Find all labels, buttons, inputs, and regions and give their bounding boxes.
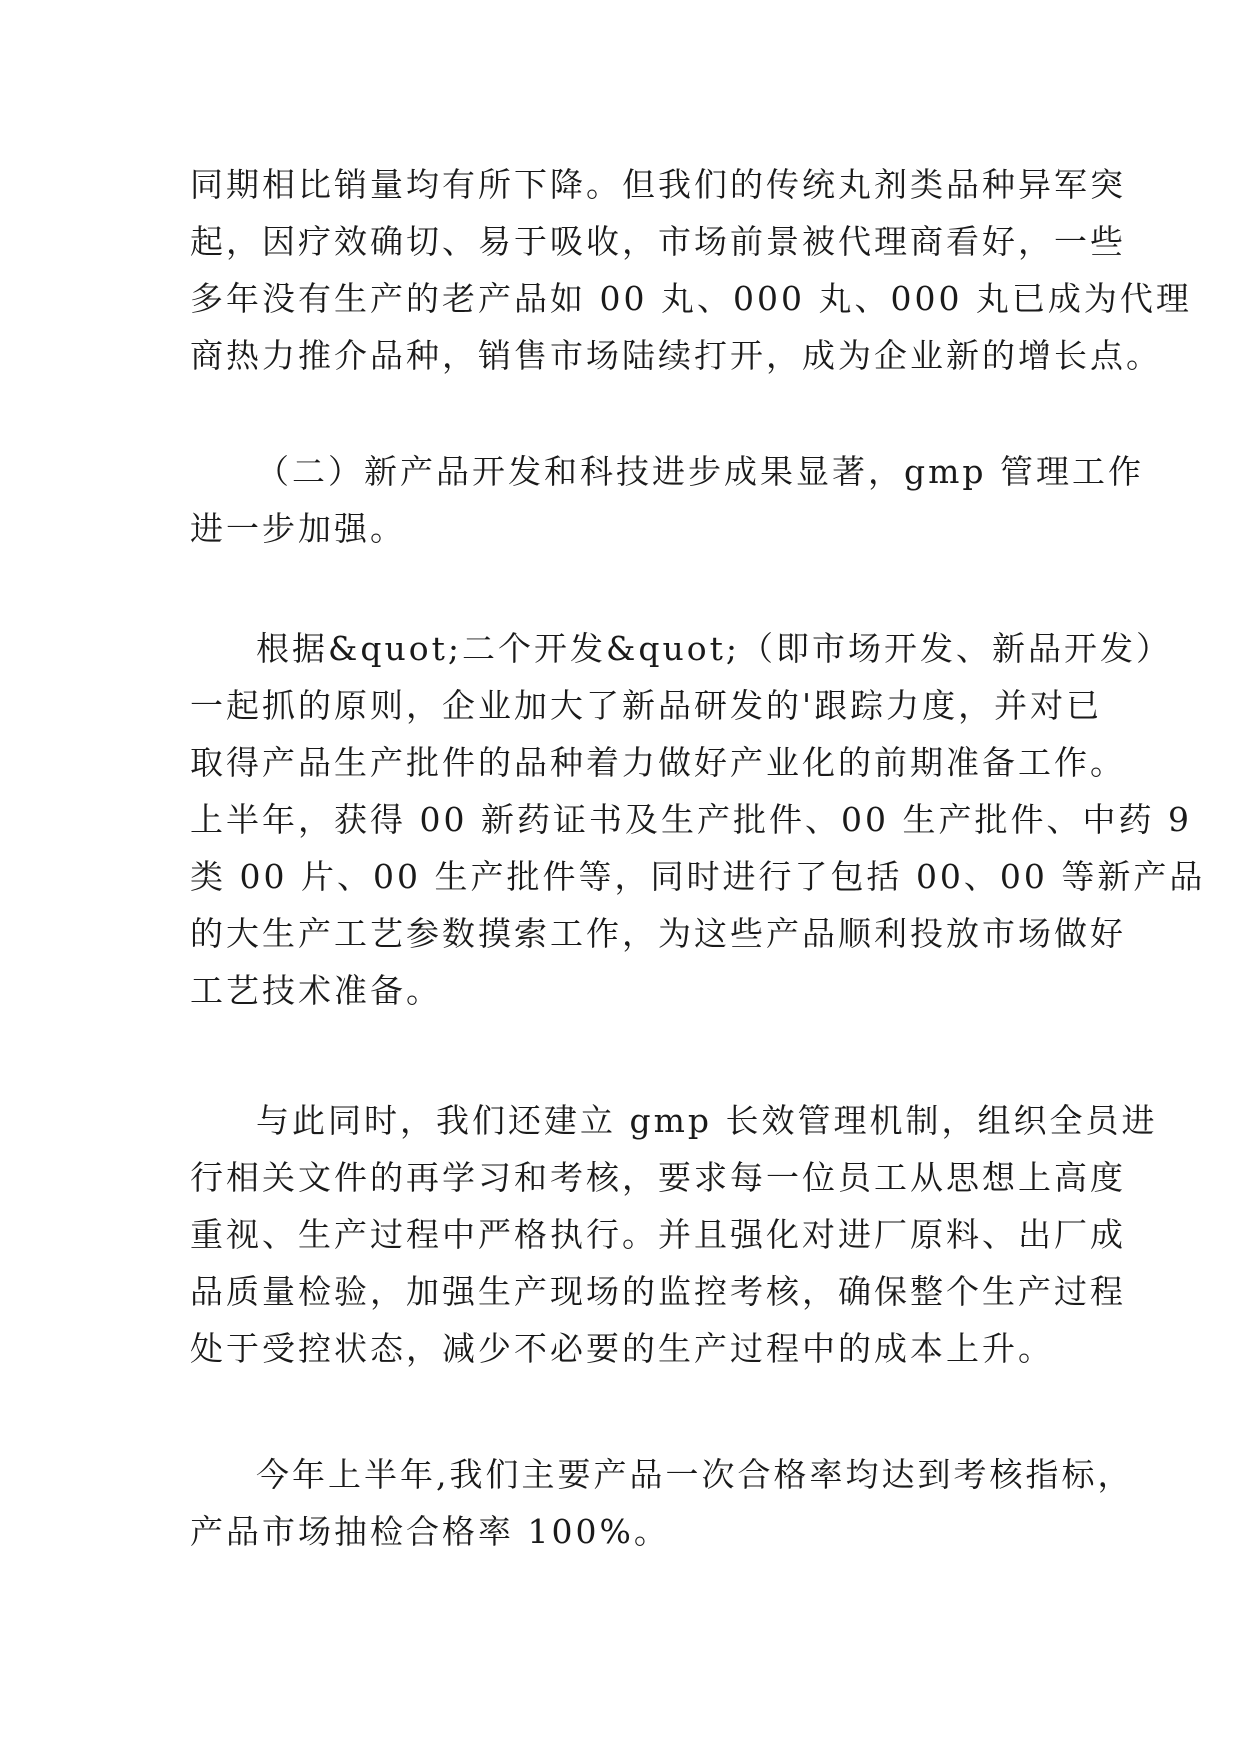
text-line: 处于受控状态，减少不必要的生产过程中的成本上升。 xyxy=(190,1329,1054,1368)
paragraph-gmp-management xyxy=(190,1092,1158,1377)
text-line: 同期相比销量均有所下降。但我们的传统丸剂类品种异军突 xyxy=(190,165,1126,204)
text-line: 商热力推介品种，销售市场陆续打开，成为企业新的增长点。 xyxy=(190,336,1162,375)
section-heading-new-products xyxy=(190,443,1145,557)
text-line: 根据&quot;二个开发&quot;（即市场开发、新品开发） xyxy=(256,629,1172,668)
paragraph-quality-rate xyxy=(190,1446,1134,1560)
text-line: 进一步加强。 xyxy=(190,509,406,548)
text-line: 起，因疗效确切、易于吸收，市场前景被代理商看好，一些 xyxy=(190,222,1126,261)
text-line: 重视、生产过程中严格执行。并且强化对进厂原料、出厂成 xyxy=(190,1215,1126,1254)
text-line: 一起抓的原则，企业加大了新品研发的'跟踪力度，并对已 xyxy=(190,686,1103,725)
text-line: 产品市场抽检合格率 100%。 xyxy=(190,1512,670,1551)
text-line: 品质量检验，加强生产现场的监控考核，确保整个生产过程 xyxy=(190,1272,1126,1311)
text-line: （二）新产品开发和科技进步成果显著，gmp 管理工作 xyxy=(256,452,1145,491)
text-line: 与此同时，我们还建立 gmp 长效管理机制，组织全员进 xyxy=(256,1101,1158,1140)
text-line: 今年上半年,我们主要产品一次合格率均达到考核指标， xyxy=(256,1455,1134,1494)
text-line: 多年没有生产的老产品如 00 丸、000 丸、000 丸已成为代理 xyxy=(190,279,1192,318)
text-line: 行相关文件的再学习和考核，要求每一位员工从思想上高度 xyxy=(190,1158,1126,1197)
text-line: 上半年，获得 00 新药证书及生产批件、00 生产批件、中药 9 xyxy=(190,800,1192,839)
text-line: 的大生产工艺参数摸索工作，为这些产品顺利投放市场做好 xyxy=(190,914,1126,953)
paragraph-sales-trend xyxy=(190,156,1192,384)
text-line: 工艺技术准备。 xyxy=(190,971,442,1010)
text-line: 取得产品生产批件的品种着力做好产业化的前期准备工作。 xyxy=(190,743,1126,782)
paragraph-product-development xyxy=(190,620,1206,1019)
text-line: 类 00 片、00 生产批件等，同时进行了包括 00、00 等新产品 xyxy=(190,857,1206,896)
